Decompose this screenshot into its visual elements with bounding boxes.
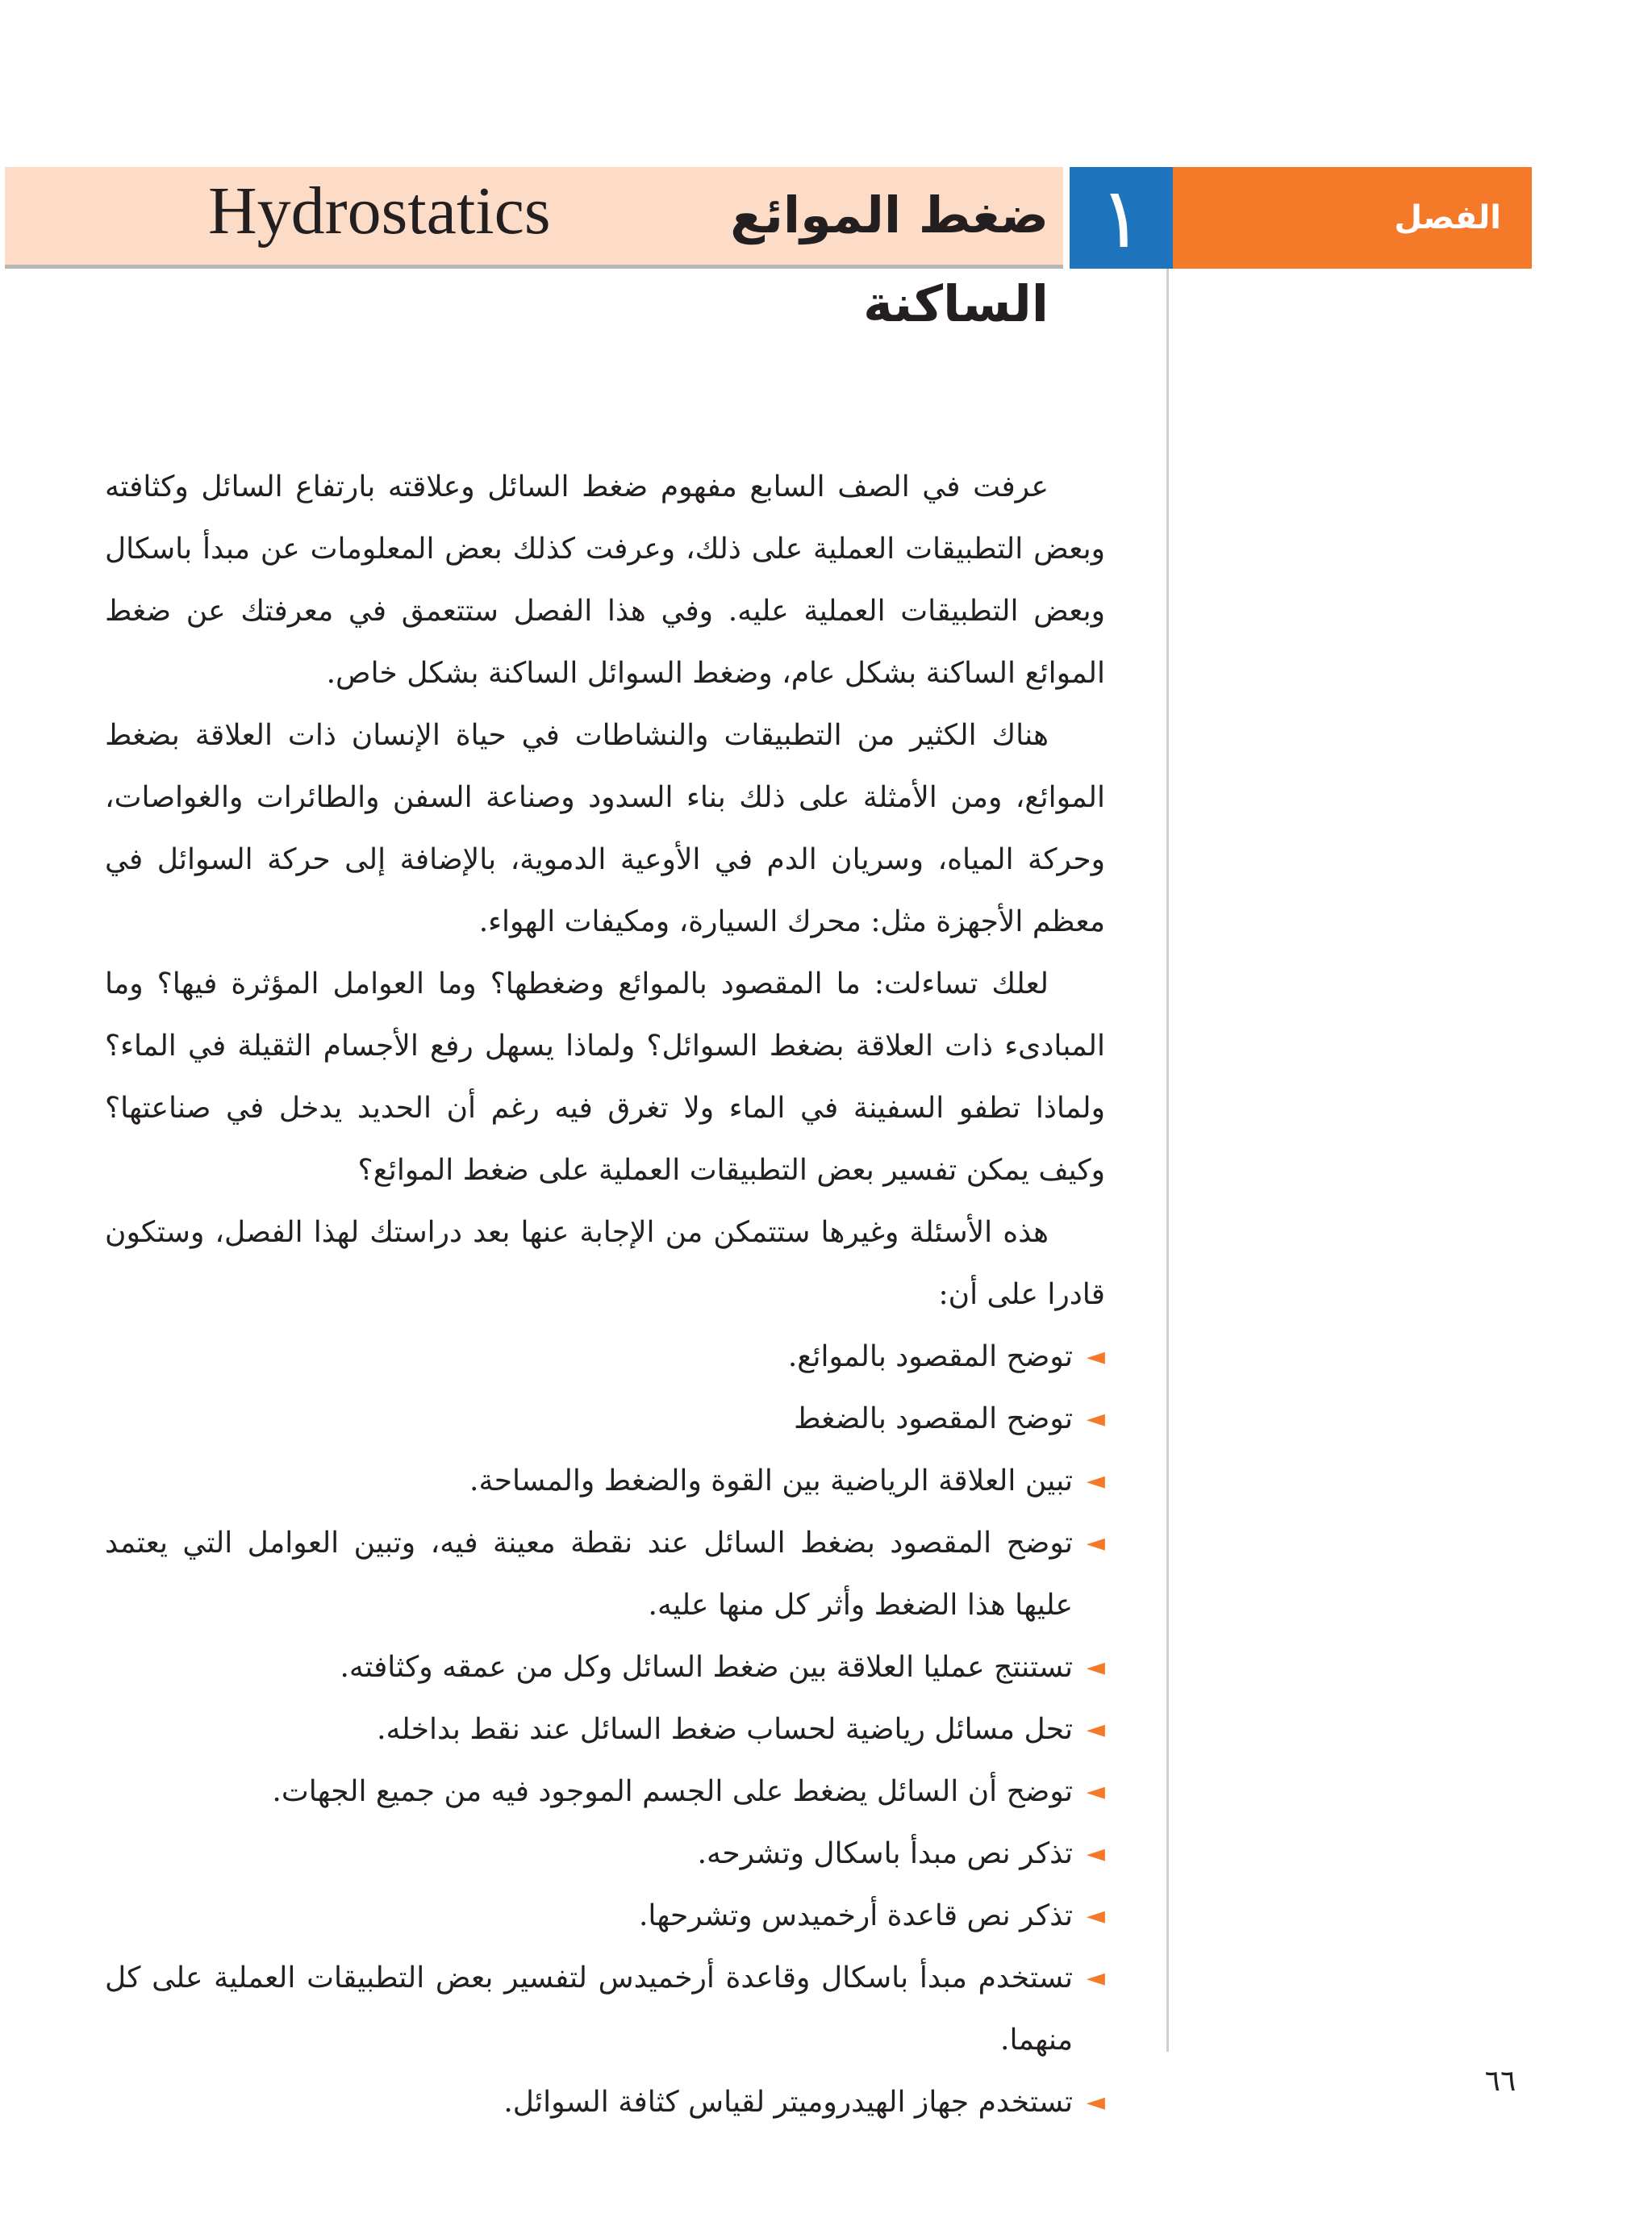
bullet-arrow-icon: ◄	[1086, 1902, 1105, 1930]
bullet-arrow-icon: ◄	[1086, 1715, 1105, 1744]
chapter-title-arabic: ضغط الموائع الساكنة	[730, 186, 1049, 333]
bullet-arrow-icon: ◄	[1086, 1529, 1105, 1557]
chapter-number-badge: ١	[1070, 167, 1173, 269]
intro-paragraph-1: عرفت في الصف السابع مفهوم ضغط السائل وعلاقته بارتفاع السائل وكثافته وبعض التطبيقات العملية على ذلك، وعرفت كذلك بعض المعلومات عن مبدأ باسكال وبعض التطبيقات العملية عليه. وفي هذا الفصل ستتعمق في معرفتك عن ضغط الموائع الساكنة بشكل عام، وضغط السوائل الساكنة بشكل خاص.	[105, 470, 1105, 690]
objective-item: ◄ تستخدم مبدأ باسكال وقاعدة أرخميدس لتفسير بعض التطبيقات العملية على كل منهما.	[105, 1947, 1105, 2071]
objective-item: ◄ تذكر نص مبدأ باسكال وتشرحه.	[105, 1823, 1105, 1885]
page-number: ٦٦	[1484, 2065, 1516, 2098]
objective-item: ◄ تذكر نص قاعدة أرخميدس وتشرحها.	[105, 1885, 1105, 1947]
intro-paragraph-3: لعلك تساءلت: ما المقصود بالموائع وضغطها؟ وما العوامل المؤثرة فيها؟ وما المبادىء ذات العلاقة بضغط السوائل؟ ولماذا يسهل رفع الأجسام الثقيلة في الماء؟ ولماذا تطفو السفينة في الماء ولا تغرق فيه رغم أن الحديد يدخل في صناعتها؟ وكيف يمكن تفسير بعض التطبيقات العملية على ضغط الموائع؟	[105, 967, 1105, 1187]
bullet-arrow-icon: ◄	[1086, 2088, 1105, 2116]
bullet-arrow-icon: ◄	[1086, 1840, 1105, 1868]
bullet-arrow-icon: ◄	[1086, 1777, 1105, 1806]
objective-item: ◄ توضح المقصود بالموائع.	[105, 1326, 1105, 1388]
objective-item: ◄ تستنتج عمليا العلاقة بين ضغط السائل وكل من عمقه وكثافته.	[105, 1636, 1105, 1698]
margin-divider	[1166, 269, 1169, 2052]
objective-item: ◄ توضح أن السائل يضغط على الجسم الموجود فيه من جميع الجهات.	[105, 1761, 1105, 1823]
chapter-title-english: Hydrostatics	[208, 173, 551, 249]
objective-item: ◄ توضح المقصود بضغط السائل عند نقطة معينة فيه، وتبين العوامل التي يعتمد عليها هذا الضغط وأثر كل منها عليه.	[105, 1512, 1105, 1636]
chapter-label-bar	[1173, 167, 1532, 269]
bullet-arrow-icon: ◄	[1086, 1653, 1105, 1681]
objective-item: ◄ توضح المقصود بالضغط	[105, 1388, 1105, 1450]
objective-item: ◄ تبين العلاقة الرياضية بين القوة والضغط والمساحة.	[105, 1450, 1105, 1512]
bullet-arrow-icon: ◄	[1086, 1964, 1105, 1992]
bullet-arrow-icon: ◄	[1086, 1405, 1105, 1433]
bullet-arrow-icon: ◄	[1086, 1467, 1105, 1495]
bullet-arrow-icon: ◄	[1086, 1343, 1105, 1371]
intro-paragraph-2: هناك الكثير من التطبيقات والنشاطات في حياة الإنسان ذات العلاقة بضغط الموائع، ومن الأمثلة على ذلك بناء السدود وصناعة السفن والطائرات والغواصات، وحركة المياه، وسريان الدم في الأوعية الدموية، بالإضافة إلى حركة السوائل في معظم الأجهزة مثل: محرك السيارة، ومكيفات الهواء.	[105, 719, 1105, 938]
objective-item: ◄ تستخدم جهاز الهيدروميتر لقياس كثافة السوائل.	[105, 2071, 1105, 2133]
page-body	[105, 456, 1105, 2133]
chapter-label: الفصل	[1394, 199, 1501, 236]
objectives-list	[105, 1326, 1105, 2133]
intro-paragraph-4: هذه الأسئلة وغيرها ستتمكن من الإجابة عنها بعد دراستك لهذا الفصل، وستكون قادرا على أن:	[105, 1216, 1105, 1311]
objective-item: ◄ تحل مسائل رياضية لحساب ضغط السائل عند نقط بداخله.	[105, 1698, 1105, 1761]
